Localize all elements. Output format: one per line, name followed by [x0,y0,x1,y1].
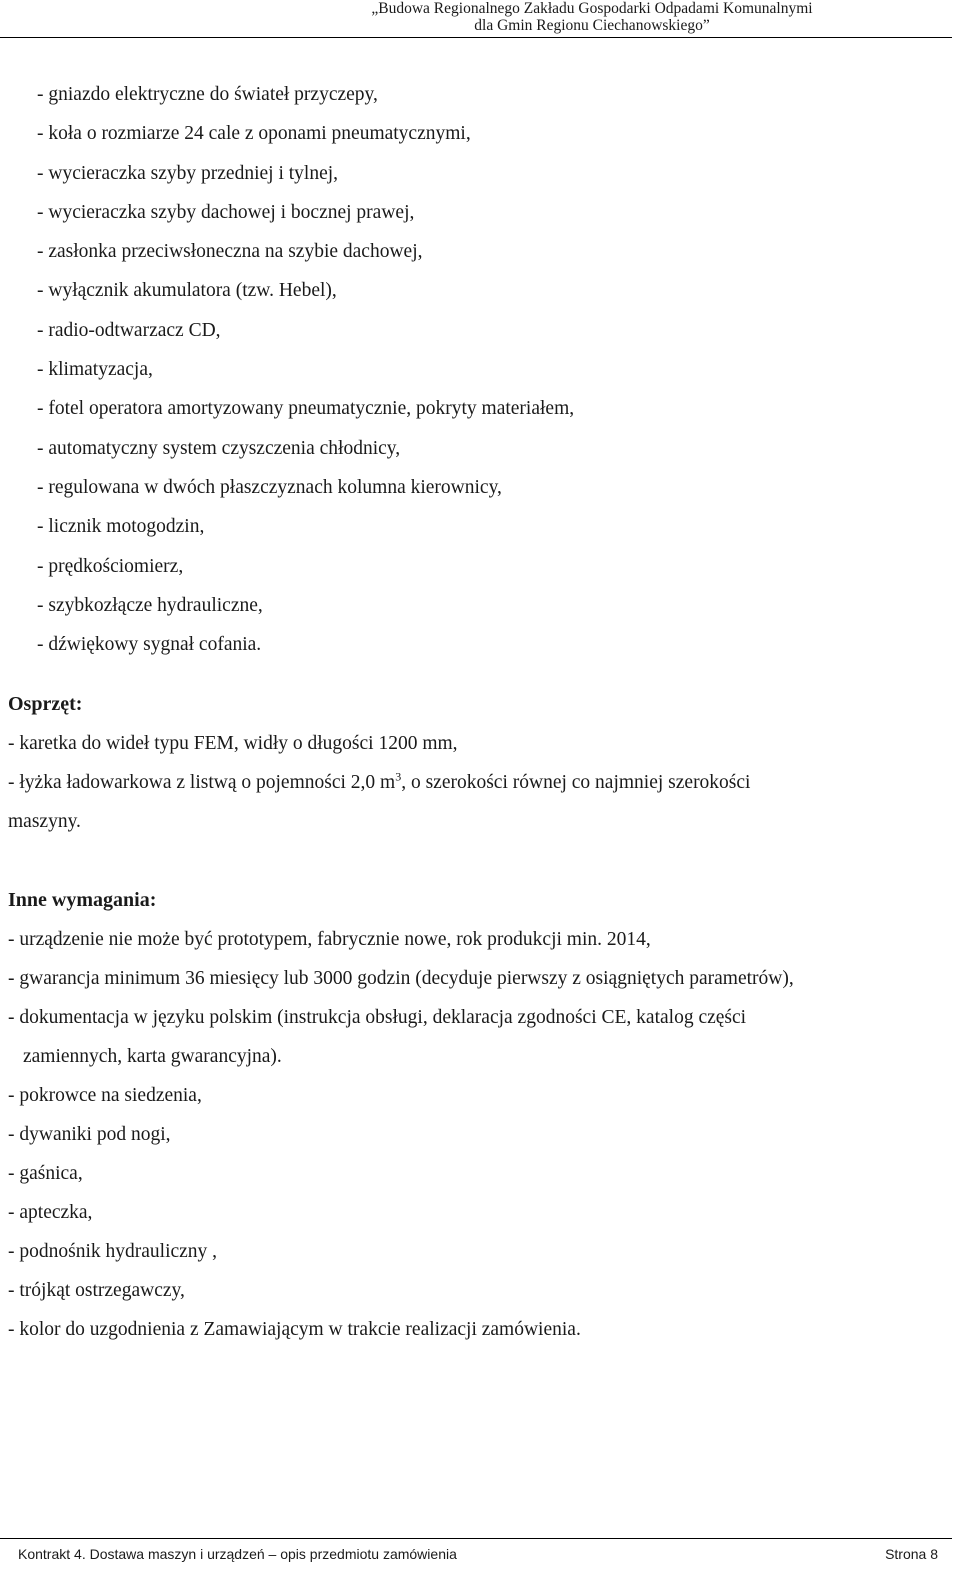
list-item: - wycieraczka szyby przedniej i tylnej, [37,162,339,184]
list-item: - zasłonka przeciwsłoneczna na szybie dachowej, [37,241,423,263]
superscript: 3 [395,769,402,784]
list-item: - pokrowce na siedzenia, [8,1085,202,1106]
list-item: - kolor do uzgodnienia z Zamawiającym w trakcie realizacji zamówienia. [8,1319,581,1340]
list-item: - urządzenie nie może być prototypem, fabrycznie nowe, rok produkcji min. 2014, [8,929,651,950]
inne-wymagania-section [8,881,928,1349]
list-item: - gniazdo elektryczne do świateł przyczepy, [37,84,378,105]
list-item: - fotel operatora amortyzowany pneumatycznie, pokryty materiałem, [37,398,575,420]
list-item: - wyłącznik akumulatora (tzw. Hebel), [37,280,337,302]
list-item: - automatyczny system czyszczenia chłodnicy, [37,437,401,459]
osprzet-heading: Osprzęt: [8,693,83,715]
header-title-line2: dla Gmin Regionu Ciechanowskiego” [474,17,710,34]
header-title-line1: „Budowa Regionalnego Zakładu Gospodarki Odpadami Komunalnymi [371,0,813,17]
list-item: - gaśnica, [8,1163,83,1184]
list-item: - dywaniki pod nogi, [8,1124,171,1145]
equipment-list [37,75,574,664]
list-item-text: , o szerokości równej co najmniej szerokości [401,772,751,793]
list-item: - prędkościomierz, [37,555,184,577]
list-item: - dokumentacja w języku polskim (instrukcja obsługi, deklaracja zgodności CE, katalog części [8,1007,747,1028]
page-header [0,0,952,38]
list-item: - wycieraczka szyby dachowej i bocznej prawej, [37,201,415,223]
page-footer [0,1538,952,1569]
list-item-continuation: maszyny. [8,811,81,832]
list-item: - licznik motogodzin, [37,516,205,538]
list-item-text: - łyżka ładowarkowa z listwą o pojemności 2,0 m [8,772,396,793]
list-item-continuation: zamiennych, karta gwarancyjna). [23,1046,282,1067]
footer-contract-title: Kontrakt 4. Dostawa maszyn i urządzeń – opis przedmiotu zamówienia [18,1546,457,1562]
list-item: - karetka do wideł typu FEM, widły o długości 1200 mm, [8,733,458,754]
list-item: - podnośnik hydrauliczny , [8,1241,218,1262]
osprzet-section [8,685,928,841]
list-item: - trójkąt ostrzegawczy, [8,1280,185,1301]
list-item: - koła o rozmiarze 24 cale z oponami pneumatycznymi, [37,123,471,145]
list-item: - dźwiękowy sygnał cofania. [37,634,262,656]
list-item: - gwarancja minimum 36 miesięcy lub 3000 godzin (decyduje pierwszy z osiągniętych parametrów), [8,968,794,989]
inne-wymagania-heading: Inne wymagania: [8,889,157,911]
list-item: - szybkozłącze hydrauliczne, [37,594,263,616]
list-item: - regulowana w dwóch płaszczyznach kolumna kierownicy, [37,476,502,498]
list-item [8,763,928,802]
footer-page-number: Strona 8 [885,1546,938,1562]
list-item: - apteczka, [8,1202,93,1223]
list-item: - radio-odtwarzacz CD, [37,319,221,341]
list-item: - klimatyzacja, [37,359,153,381]
